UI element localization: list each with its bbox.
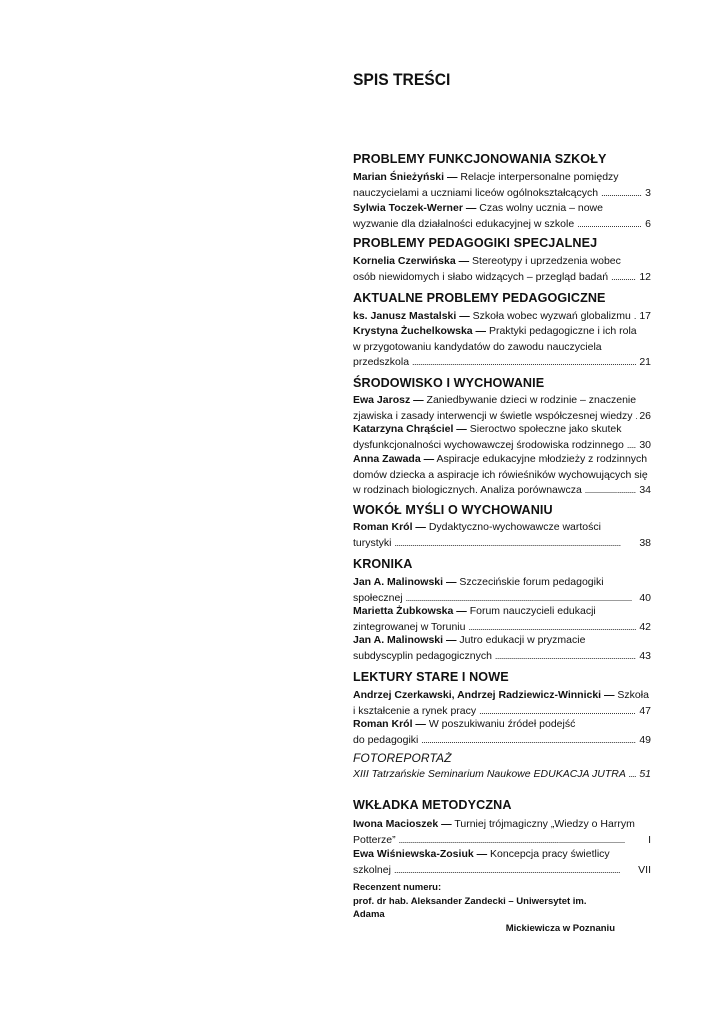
entry-page: 51 [639, 768, 651, 780]
toc-entry[interactable] [353, 847, 651, 878]
toc-entry[interactable] [353, 393, 651, 424]
toc-entry[interactable] [353, 717, 651, 748]
entry-author: Krystyna Żuchelkowska — [353, 325, 487, 337]
entry-title: XIII Tatrzańskie Seminarium Naukowe EDUKACJA JUTRA [353, 768, 626, 780]
reviewer-affiliation: Mickiewicza w Poznaniu [505, 922, 615, 934]
entry-page: 3 [645, 186, 651, 199]
entry-page: 12 [639, 270, 651, 283]
toc-entry[interactable] [353, 201, 651, 232]
entry-page: 38 [639, 536, 651, 549]
entry-title-cont: wyzwanie dla działalności edukacyjnej w szkole [353, 217, 575, 230]
entry-page: 6 [645, 217, 651, 230]
toc-entry[interactable] [353, 422, 651, 453]
entry-title-cont: przedszkola [353, 356, 410, 368]
leader-dots [412, 355, 636, 371]
entry-title-cont: osób niewidomych i słabo widzących – przegląd badań [353, 270, 609, 283]
toc-entry[interactable] [353, 817, 651, 848]
entry-author: Ewa Wiśniewska-Zosiuk — [353, 848, 488, 860]
entry-page: 34 [639, 484, 651, 496]
entry-title-cont: w rodzinach biologicznych. Analiza porównawcza [353, 484, 582, 496]
entry-title: Aspiracje edukacyjne młodzieży z rodzinnych [434, 453, 648, 465]
section-heading: PROBLEMY FUNKCJONOWANIA SZKOŁY [353, 152, 607, 166]
section-heading: LEKTURY STARE I NOWE [353, 670, 509, 684]
leader-dots [585, 483, 637, 499]
entry-title: Jutro edukacji w pryzmacie [456, 634, 586, 646]
toc-entry[interactable] [353, 520, 651, 551]
toc-entry[interactable] [353, 170, 651, 201]
entry-author: Katarzyna Chrąściel — [353, 423, 467, 435]
entry-title-cont: do pedagogiki [353, 733, 419, 746]
toc-entry[interactable] [353, 604, 651, 635]
entry-author: Anna Zawada — [353, 453, 435, 465]
leader-dots [601, 186, 642, 202]
toc-entry[interactable] [353, 254, 651, 285]
entry-title-cont: społecznej [353, 591, 403, 604]
toc-entry[interactable] [353, 633, 651, 664]
entry-title: Dydaktyczno-wychowawcze wartości [425, 521, 601, 533]
leader-dots [495, 649, 636, 665]
section-heading: PROBLEMY PEDAGOGIKI SPECJALNEJ [353, 236, 598, 250]
entry-page: 40 [639, 591, 651, 604]
section-heading: FOTOREPORTAŻ [353, 751, 452, 765]
entry-title: Koncepcja pracy świetlicy [487, 848, 610, 860]
section-heading: AKTUALNE PROBLEMY PEDAGOGICZNE [353, 291, 606, 305]
section-heading: KRONIKA [353, 557, 413, 571]
entry-page: I [648, 833, 651, 846]
toc-entry[interactable] [353, 575, 651, 606]
entry-title-cont: nauczycielami a uczniami liceów ogólnokształcących [353, 186, 599, 199]
entry-title-cont: w przygotowaniu kandydatów do zawodu nauczyciela [353, 340, 602, 353]
entry-author: Ewa Jarosz — [353, 394, 424, 406]
reviewers-block [353, 881, 615, 935]
entry-title: Turniej trójmagiczny „Wiedzy o Harrym [451, 818, 635, 830]
entry-title-cont: domów dziecka a aspiracje ich rówieśników wychowujących się [353, 468, 648, 481]
leader-dots [634, 309, 637, 325]
entry-author: Roman Król — [353, 521, 426, 533]
entry-page: 30 [639, 438, 651, 451]
entry-title: Szczecińskie forum pedagogiki [456, 576, 604, 588]
reviewers-label: Recenzent numeru: [353, 882, 442, 893]
entry-page: 49 [639, 733, 651, 746]
leader-dots [421, 733, 636, 749]
toc-entry[interactable] [353, 309, 651, 325]
entry-title-cont: szkolnej [353, 863, 391, 876]
entry-title: Szkoła [614, 689, 649, 701]
entry-author: ks. Janusz Mastalski — [353, 310, 470, 322]
entry-title-cont: Potterze” [353, 833, 396, 846]
toc-entry[interactable] [353, 767, 651, 783]
entry-page: 42 [639, 620, 651, 633]
toc-entry[interactable] [353, 324, 651, 371]
entry-title: Stereotypy i uprzedzenia wobec [469, 255, 621, 267]
section-heading: ŚRODOWISKO I WYCHOWANIE [353, 376, 545, 390]
entry-title: W poszukiwaniu źródeł podejść [425, 718, 576, 730]
entry-title-cont: zintegrowanej w Toruniu [353, 620, 466, 633]
entry-page: 43 [639, 649, 651, 662]
leader-dots [629, 767, 636, 783]
toc-entry[interactable] [353, 688, 651, 719]
entry-title: Zaniedbywanie dzieci w rodzinie – znaczenie [423, 394, 637, 406]
entry-title: Praktyki pedagogiczne i ich rola [486, 325, 637, 337]
entry-page: VII [638, 863, 651, 876]
entry-title-cont: turystyki [353, 536, 392, 549]
entry-page: 26 [639, 409, 651, 422]
leader-dots [399, 833, 645, 849]
leader-dots [394, 863, 635, 879]
entry-author: Jan A. Malinowski — [353, 576, 457, 588]
entry-title-cont: dysfunkcjonalności wychowawczej środowiska rodzinnego [353, 438, 624, 451]
entry-author: Sylwia Toczek-Werner — [353, 202, 477, 214]
toc-entry[interactable] [353, 452, 651, 499]
section-heading: WKŁADKA METODYCZNA [353, 798, 512, 812]
entry-author: Kornelia Czerwińska — [353, 255, 470, 267]
entry-author: Marietta Żubkowska — [353, 605, 467, 617]
entry-title: Czas wolny ucznia – nowe [476, 202, 603, 214]
entry-author: Marian Śnieżyński — [353, 171, 458, 183]
leader-dots [577, 217, 642, 233]
entry-title: Relacje interpersonalne pomiędzy [457, 171, 619, 183]
entry-page: 21 [639, 356, 651, 368]
entry-author: Andrzej Czerkawski, Andrzej Radziewicz-Winnicki — [353, 689, 615, 701]
section-heading: WOKÓŁ MYŚLI O WYCHOWANIU [353, 503, 553, 517]
entry-page: 17 [639, 310, 651, 322]
entry-title: Szkoła wobec wyzwań globalizmu [469, 310, 631, 322]
entry-title: Forum nauczycieli edukacji [466, 605, 596, 617]
leader-dots [627, 438, 637, 454]
leader-dots [395, 536, 637, 552]
entry-title: Sieroctwo społeczne jako skutek [466, 423, 622, 435]
entry-author: Jan A. Malinowski — [353, 634, 457, 646]
entry-author: Iwona Macioszek — [353, 818, 452, 830]
page-title: SPIS TREŚCI [353, 70, 451, 89]
entry-title-cont: i kształcenie a rynek pracy [353, 704, 477, 717]
entry-title-cont: zjawiska i zasady interwencji w świetle współczesnej wiedzy [353, 409, 633, 422]
entry-page: 47 [639, 704, 651, 717]
leader-dots [611, 270, 636, 286]
entry-title-cont: subdyscyplin pedagogicznych [353, 649, 492, 662]
reviewer-name: prof. dr hab. Aleksander Zandecki – Uniwersytet im. Adama [353, 895, 587, 920]
entry-author: Roman Król — [353, 718, 426, 730]
